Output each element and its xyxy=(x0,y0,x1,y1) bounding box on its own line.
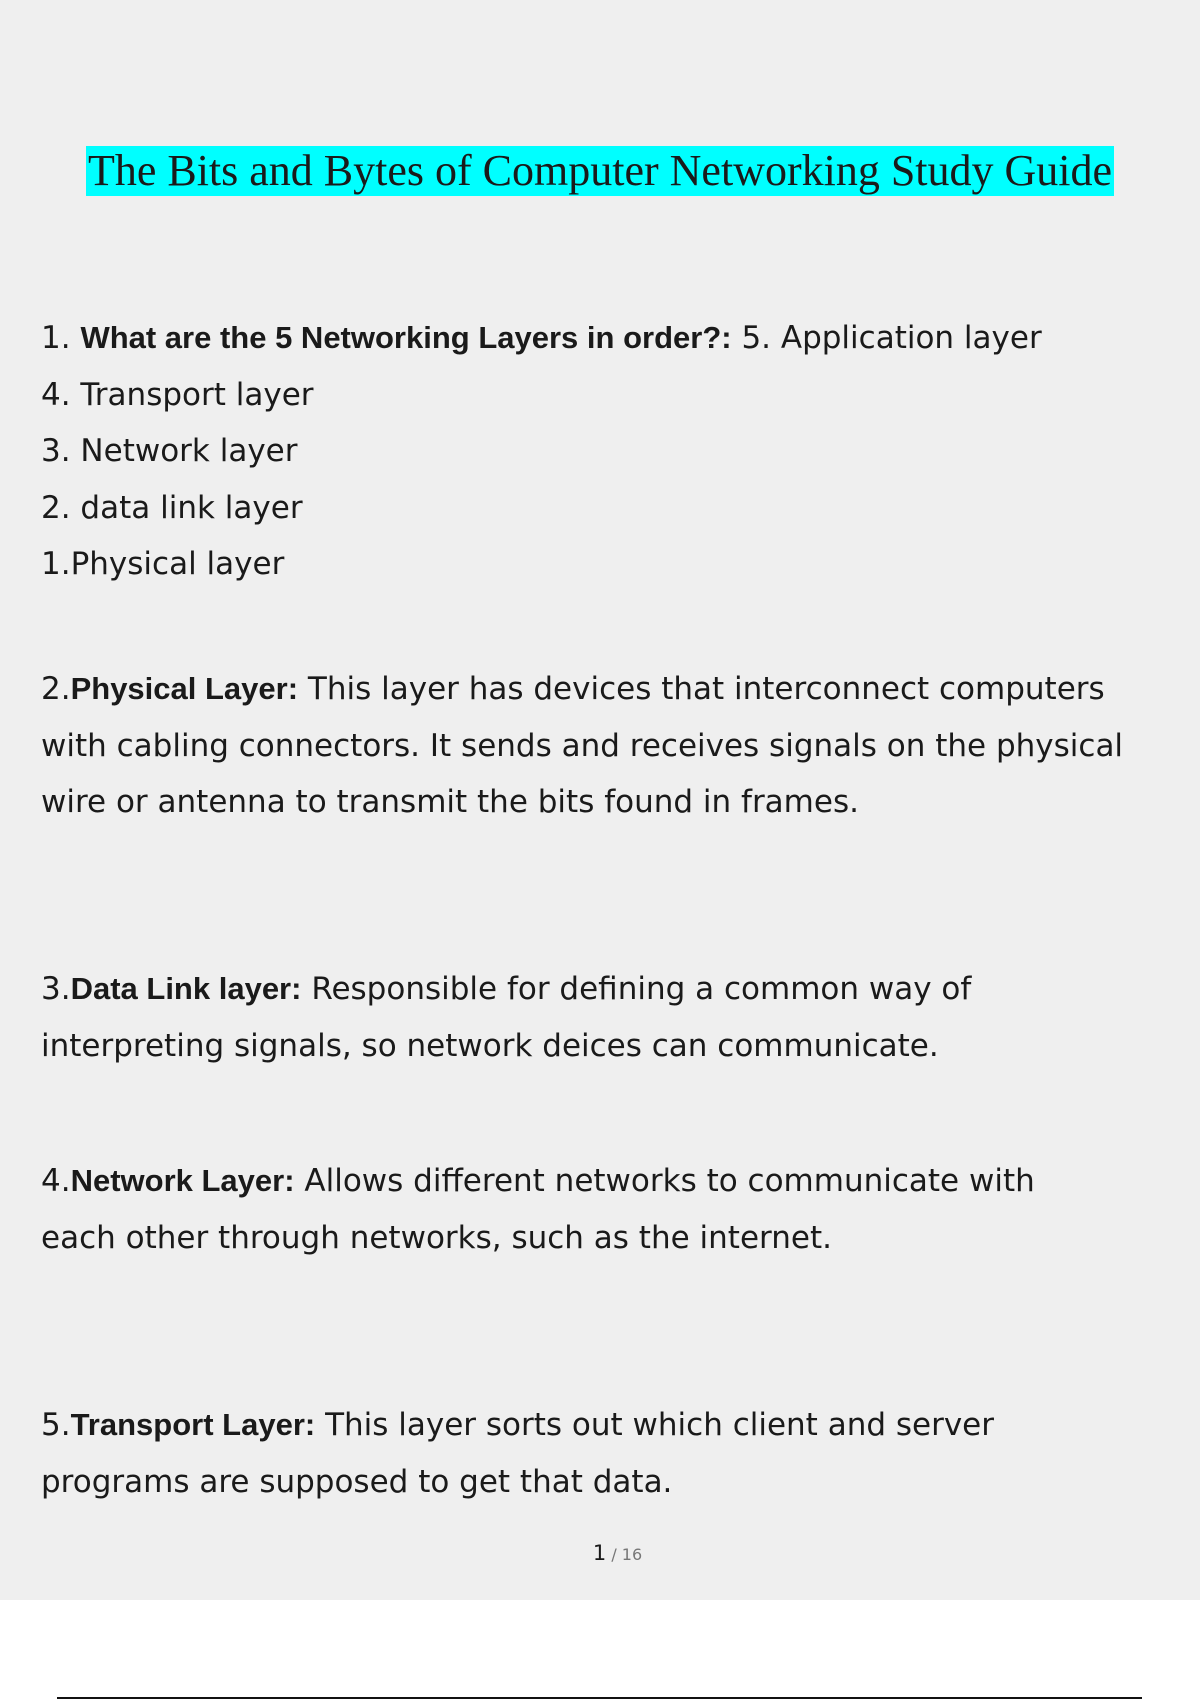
question-1-answer-line: 3. Network layer xyxy=(41,433,298,469)
question-4 xyxy=(41,1153,1171,1266)
question-1-answer-line: 2. data link layer xyxy=(41,489,303,526)
question-5-answer-line: programs are supposed to get that data. xyxy=(41,1463,673,1500)
question-4-term: Network Layer: xyxy=(70,1163,295,1198)
question-4-number: 4. xyxy=(41,1163,71,1199)
title-block xyxy=(0,146,1200,196)
question-5-answer-line: This layer sorts out which client and server xyxy=(325,1407,994,1443)
question-5-term: Transport Layer: xyxy=(70,1407,316,1442)
question-3-number: 3. xyxy=(41,971,71,1007)
total-pages: / 16 xyxy=(611,1545,643,1564)
question-2-answer-line: with cabling connectors. It sends and receives signals on the physical xyxy=(41,727,1124,764)
question-2-answer-line: This layer has devices that interconnect computers xyxy=(307,671,1105,707)
question-5-first-line xyxy=(41,1397,1171,1454)
page-indicator xyxy=(0,1541,1200,1565)
question-4-answer-line: Allows different networks to communicate with xyxy=(304,1163,1035,1199)
question-5 xyxy=(41,1397,1171,1510)
question-1-number: 1. xyxy=(41,320,71,356)
question-4-answer-line: each other through networks, such as the internet. xyxy=(41,1219,832,1256)
question-5-number: 5. xyxy=(41,1407,71,1443)
question-2-answer-line: wire or antenna to transmit the bits found in frames. xyxy=(41,784,859,820)
question-4-first-line xyxy=(41,1153,1171,1210)
question-1-term: What are the 5 Networking Layers in order?: xyxy=(80,320,732,355)
question-3-answer-line: Responsible for defining a common way of xyxy=(311,971,972,1007)
question-2-first-line xyxy=(41,661,1171,718)
question-1-first-line xyxy=(41,310,1171,367)
question-1-answer-line: 5. Application layer xyxy=(741,320,1042,356)
question-3-term: Data Link layer: xyxy=(70,971,302,1006)
question-3-answer-line: interpreting signals, so network deices can communicate. xyxy=(41,1027,939,1064)
question-1-answer-line: 4. Transport layer xyxy=(41,376,314,413)
question-2-term: Physical Layer: xyxy=(70,671,299,706)
current-page-number: 1 xyxy=(592,1541,607,1565)
question-2 xyxy=(41,661,1171,831)
question-1 xyxy=(41,310,1171,593)
question-1-answer-line: 1.Physical layer xyxy=(41,546,285,582)
question-3-first-line xyxy=(41,961,1171,1018)
question-3 xyxy=(41,961,1171,1074)
question-2-number: 2. xyxy=(41,671,71,707)
footer-divider xyxy=(57,1697,1142,1699)
page-title: The Bits and Bytes of Computer Networking Study Guide xyxy=(87,146,1113,195)
